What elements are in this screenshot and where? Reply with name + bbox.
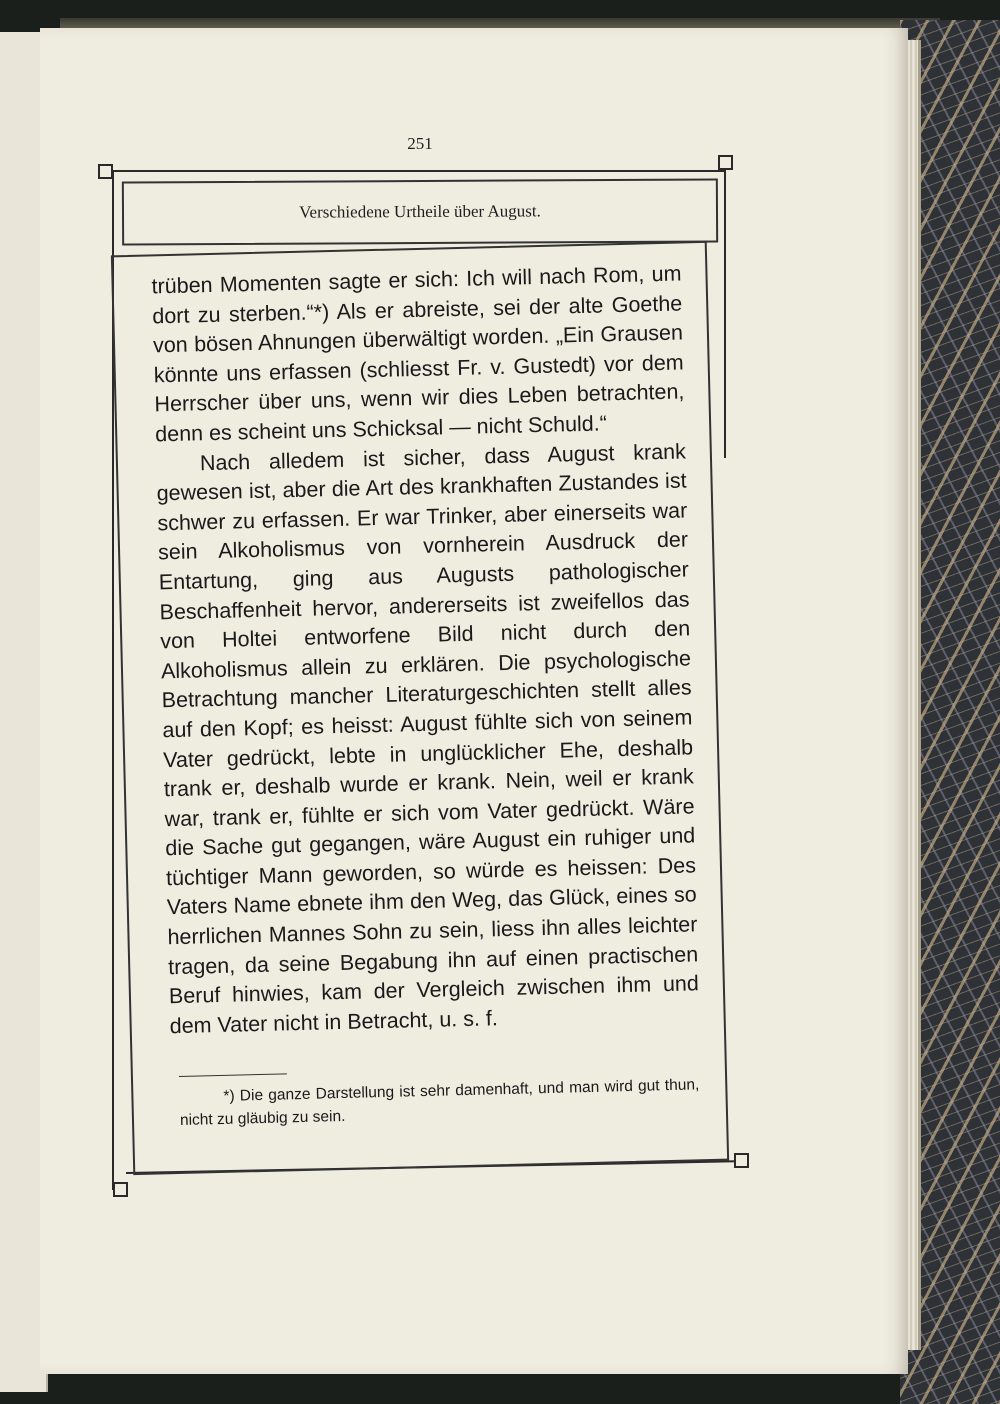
frame-right-line (724, 164, 726, 458)
running-head-text: Verschiedene Urtheile über August. (299, 201, 541, 222)
frame-top-line (112, 170, 726, 172)
running-head (122, 178, 718, 245)
footnote-rule (179, 1073, 287, 1077)
frame-corner-bottom-right (734, 1153, 749, 1168)
frame-corner-bottom-left (113, 1182, 128, 1197)
page-number: 251 (407, 134, 433, 153)
frame-corner-top-left (98, 164, 113, 179)
paragraph: Nach alledem ist sicher, dass August krank gewesen ist, aber die Art des krankhaften Zustandes ist schwer zu erfassen. Er war Trinker, aber einerseits war sein Alkoholismus von vornherein Ausdruck der Entartung, ging aus Augusts pathologischer Beschaffenheit hervor, andererseits ist zweifellos das von Holtei entworfene Bild nicht durch den Alkoholismus allein zu erklären. Die psychologische Betrachtung mancher Literaturgeschichten stellt alles auf den Kopf; es heisst: August fühlte sich von seinem Vater gedrückt, lebte in unglücklicher Ehe, deshalb trank er, deshalb wurde er krank. Nein, weil er krank war, trank er, fühlte er sich vom Vater gedrückt. Wäre die Sache gut gegangen, wäre August ein ruhiger und tüchtiger Mann geworden, so würde es heissen: Des Vaters Name ebnete ihm den Weg, das Glück, eines so herrlichen Mannes Sohn zu sein, liess ihn alles leichter tragen, da seine Begabung ihn auf einen practischen Beruf hinwies, kam der Vergleich zwischen ihm und dem Vater nicht in Betracht, u. s. f. (156, 438, 700, 1039)
body-text (151, 259, 700, 1041)
text-box (111, 241, 729, 1175)
paragraph: trüben Momenten sagte er sich: Ich will nach Rom, um dort zu sterben.“*) Als er abreiste, sei der alte Goethe von bösen Ahnungen überwältigt worden. „Ein Grausen könnte uns erfassen (schliesst Fr. v. Gustedt) vor dem Herrscher über uns, wenn wir dies Leben betrachten, denn es scheint uns Schicksal — nicht Schuld.“ (151, 261, 685, 447)
frame-corner-top-right (718, 155, 733, 170)
footnote: *) Die ganze Darstellung ist sehr damenhaft, und man wird gut thun, nicht zu gläubig zu sein. (179, 1076, 700, 1129)
